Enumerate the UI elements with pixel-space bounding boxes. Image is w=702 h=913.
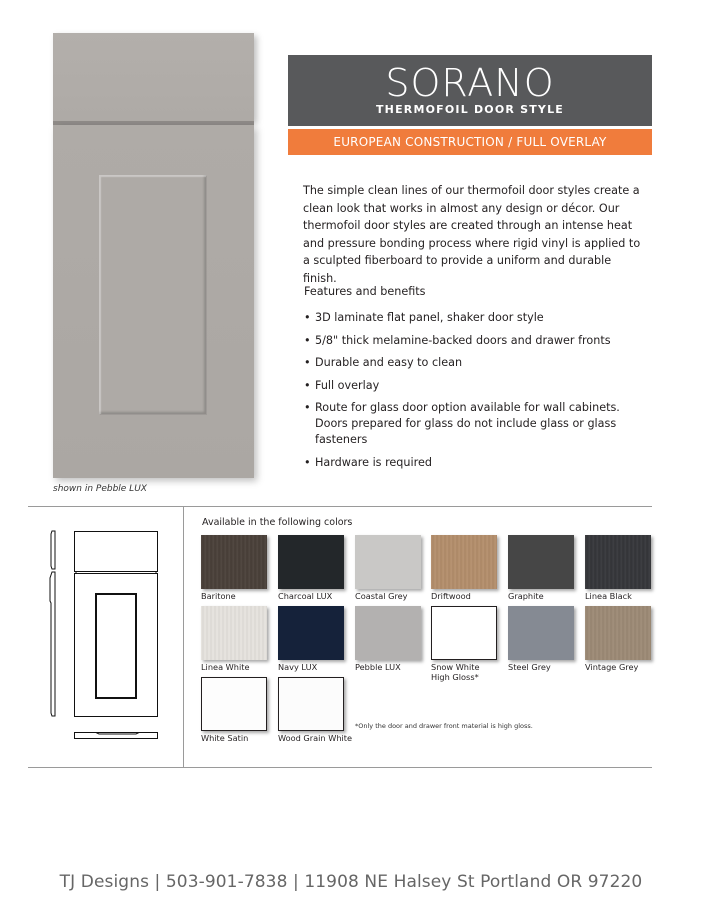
color-swatch (355, 535, 421, 589)
color-swatch (278, 677, 344, 731)
feature-item (304, 333, 649, 349)
door-center-panel (99, 175, 206, 414)
color-swatch-label: Driftwood (431, 591, 471, 601)
feature-text: Full overlay (315, 378, 380, 392)
color-swatch-label: Baritone (201, 591, 236, 601)
section-divider-top (28, 506, 652, 507)
door-panel-image (53, 125, 254, 478)
company-footer: TJ Designs | 503-901-7838 | 11908 NE Halsey St Portland OR 97220 (59, 872, 643, 892)
color-swatch (431, 606, 497, 660)
color-swatch-label: Charcoal LUX (278, 591, 333, 601)
feature-item (304, 378, 649, 394)
product-title: SORANO (385, 61, 555, 105)
color-swatch-label: Vintage Grey (585, 662, 639, 672)
color-swatch (355, 606, 421, 660)
door-bottom-profile (75, 733, 158, 739)
feature-text: Hardware is required (315, 455, 432, 469)
feature-item (304, 355, 649, 371)
feature-item (304, 400, 649, 448)
colors-heading: Available in the following colors (202, 517, 353, 528)
features-heading: Features and benefits (304, 285, 426, 298)
color-swatch (201, 606, 267, 660)
center-panel-outline (96, 594, 136, 698)
color-swatch-label: Wood Grain White (278, 733, 353, 743)
color-swatch-label: Graphite (508, 591, 544, 601)
drawer-front-image (53, 33, 254, 121)
color-swatch (278, 535, 344, 589)
features-list (304, 310, 649, 477)
door-side-profile (50, 572, 55, 716)
feature-item (304, 310, 649, 326)
color-swatch (201, 535, 267, 589)
door-photo (53, 33, 254, 478)
feature-text: 5/8" thick melamine-backed doors and drawer fronts (315, 333, 611, 347)
drawer-side-profile (51, 531, 55, 569)
color-swatch-label: Pebble LUX (355, 662, 401, 672)
feature-text: 3D laminate flat panel, shaker door style (315, 311, 544, 324)
product-subtitle: THERMOFOIL DOOR STYLE (375, 103, 565, 116)
feature-text: Durable and easy to clean (315, 356, 463, 369)
color-swatch (508, 606, 574, 660)
feature-item (304, 455, 649, 471)
color-swatch (585, 535, 651, 589)
color-swatch (431, 535, 497, 589)
product-description: The simple clean lines of our thermofoil door styles create a clean look that works in almost any design or décor. Our thermofoil door styles are created through an intense heat and pressure bonding process where rigid vinyl is applied to a sculpted fiberboard to provide a uniform and durable finish. (303, 184, 641, 285)
color-swatch-label: Linea Black (585, 591, 632, 601)
section-divider-bottom (28, 767, 652, 768)
color-swatch-label: Snow White High Gloss* (431, 662, 480, 682)
section-divider-vertical (183, 506, 184, 768)
door-profile-drawing (46, 528, 166, 743)
color-swatch (278, 606, 344, 660)
title-band (288, 55, 652, 126)
feature-text: Route for glass door option available for wall cabinets. Doors prepared for glass do not include glass or glass fasteners (315, 401, 620, 446)
color-swatch (201, 677, 267, 731)
color-swatch-label: Steel Grey (508, 662, 551, 672)
color-swatch-label: White Satin (201, 733, 249, 743)
color-swatch-label: Navy LUX (278, 662, 318, 672)
color-swatch (508, 535, 574, 589)
color-swatch (585, 606, 651, 660)
color-swatch-label: Coastal Grey (355, 591, 408, 601)
color-swatch-label: Linea White (201, 662, 250, 672)
gloss-footnote: *Only the door and drawer front material is high gloss. (355, 722, 533, 730)
construction-band: EUROPEAN CONSTRUCTION / FULL OVERLAY (288, 129, 652, 155)
drawer-front-outline (75, 532, 158, 572)
image-caption: shown in Pebble LUX (53, 484, 147, 494)
